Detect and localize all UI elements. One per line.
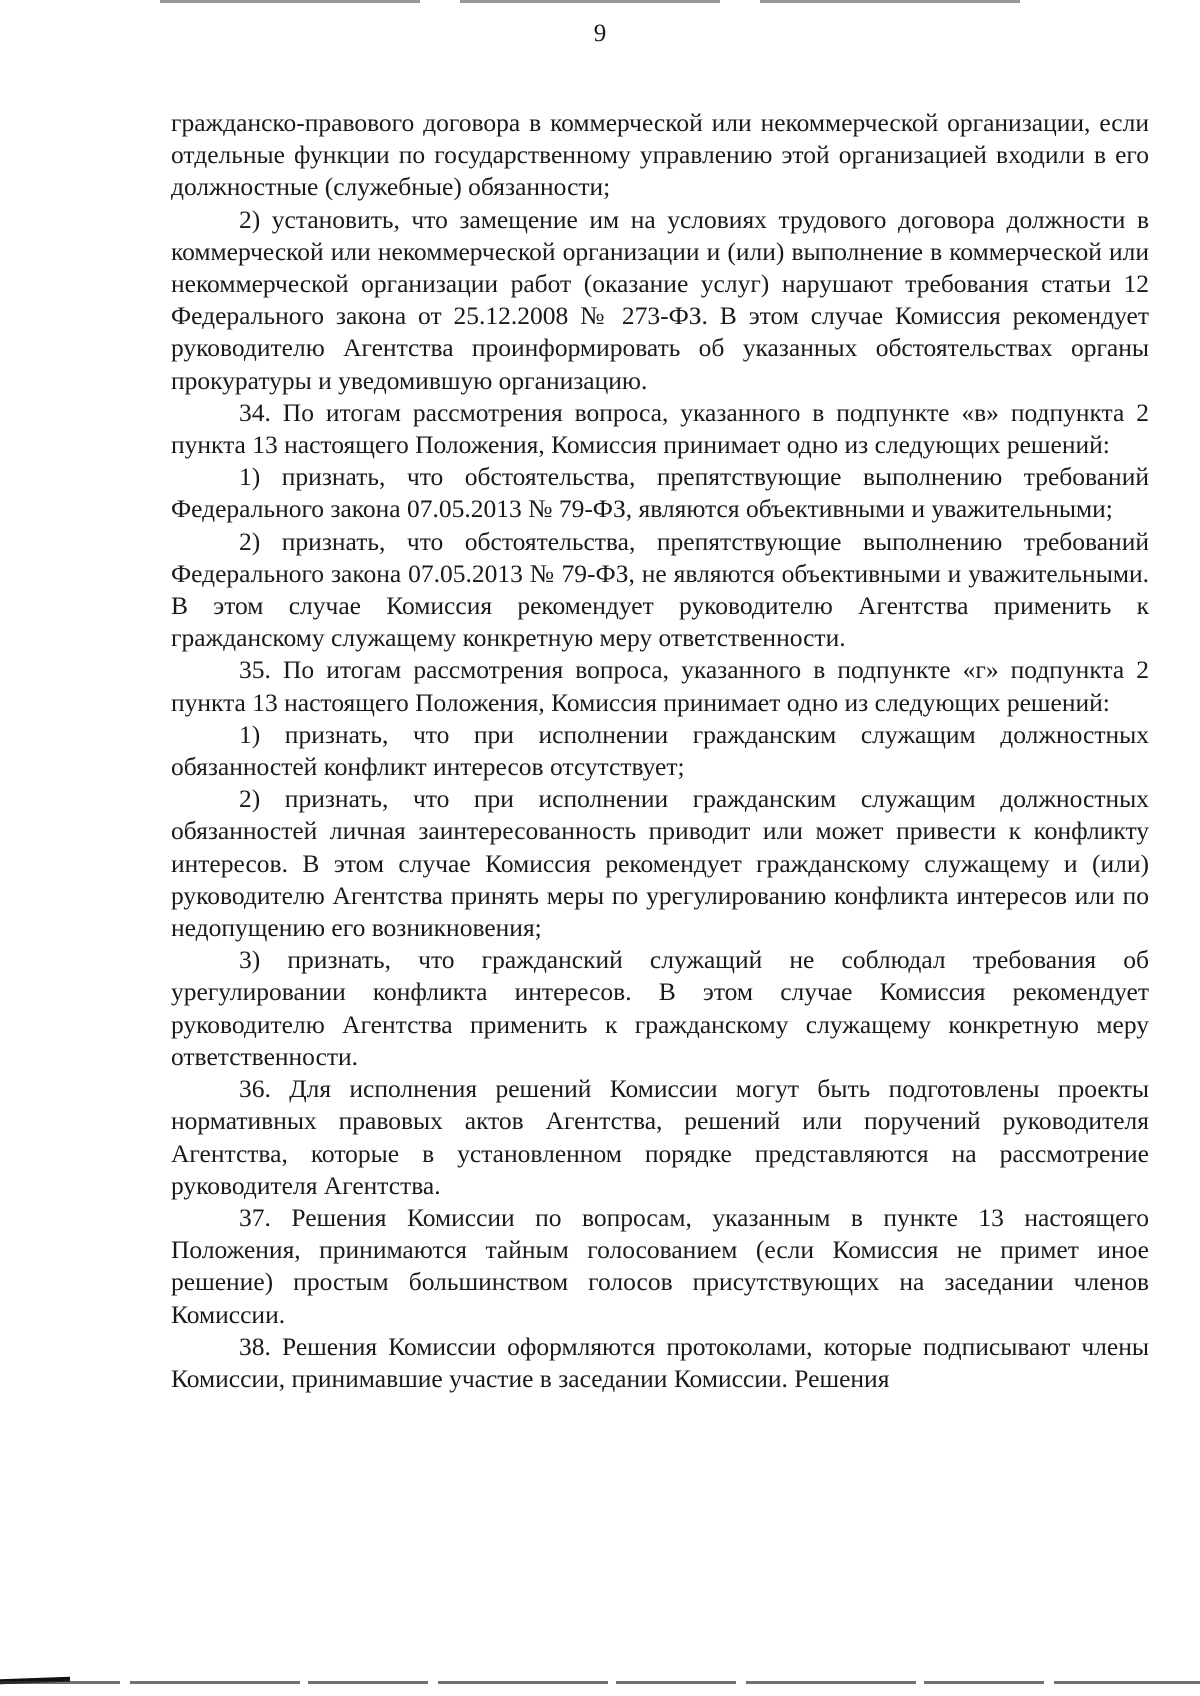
paragraph-clause-35: 35. По итогам рассмотрения вопроса, указанного в подпункте «г» подпункта 2 пункта 13 настоящего Положения, Комиссия принимает одно из следующих решений: [171, 655, 1149, 717]
top-scan-edge [160, 0, 1060, 3]
paragraph-clause-35-item-3: 3) признать, что гражданский служащий не соблюдал требования об урегулировании конфликта интересов. В этом случае Комиссия рекомендует руководителю Агентства применить к гражданскому служащему конкретную меру ответственности. [171, 945, 1149, 1071]
paragraph-item-2-establish: 2) установить, что замещение им на условиях трудового договора должности в коммерческой или некоммерческой организации и (или) выполнение в коммерческой или некоммерческой организации работ (оказание услуг) нарушают требования статьи 12 Федерального закона от 25.12.2008 № 273-ФЗ. В этом случае Комиссия рекомендует руководителю Агентства проинформировать об указанных обстоятельствах органы прокуратуры и уведомившую организацию. [171, 204, 1149, 395]
paragraph-clause-35-item-1: 1) признать, что при исполнении гражданским служащим должностных обязанностей конфликт интересов отсутствует; [171, 719, 1149, 782]
paragraph-clause-35-item-2: 2) признать, что при исполнении гражданским служащим должностных обязанностей личная заинтересованность приводит или может привести к конфликту интересов. В этом случае Комиссия рекомендует гражданскому служащему и (или) руководителю Агентства принять меры по урегулированию конфликта интересов или по недопущению его возникновения; [171, 784, 1149, 943]
paragraph-clause-34-item-1: 1) признать, что обстоятельства, препятствующие выполнению требований Федерального закона 07.05.2013 № 79-ФЗ, являются объективными и уважительными; [171, 462, 1149, 524]
paragraph-clause-34-item-2: 2) признать, что обстоятельства, препятствующие выполнению требований Федерального закона 07.05.2013 № 79-ФЗ, не являются объективными и уважительными. В этом случае Комиссия рекомендует руководителю Агентства применить к гражданскому служащему конкретную меру ответственности. [171, 526, 1149, 653]
paragraph-clause-38: 38. Решения Комиссии оформляются протоколами, которые подписывают члены Комиссии, принимавшие участие в заседании Комиссии. Решения [171, 1331, 1149, 1393]
paragraph-continuation: гражданско-правового договора в коммерческой или некоммерческой организации, если отдельные функции по государственному управлению этой организацией входили в его должностные (служебные) обязанности; [171, 108, 1149, 202]
paragraph-clause-36: 36. Для исполнения решений Комиссии могут быть подготовлены проекты нормативных правовых актов Агентства, решений или поручений руководителя Агентства, которые в установленном порядке представляются на рассмотрение руководителя Агентства. [171, 1074, 1149, 1200]
paragraph-clause-34: 34. По итогам рассмотрения вопроса, указанного в подпункте «в» подпункта 2 пункта 13 настоящего Положения, Комиссия принимает одно из следующих решений: [171, 397, 1149, 460]
paragraph-clause-37: 37. Решения Комиссии по вопросам, указанным в пункте 13 настоящего Положения, принимаются тайным голосованием (если Комиссия не примет иное решение) простым большинством голосов присутствующих на заседании членов Комиссии. [171, 1202, 1149, 1329]
page-number: 9 [593, 20, 607, 47]
document-body [171, 107, 1149, 1395]
bottom-scan-edge [0, 1681, 1200, 1684]
